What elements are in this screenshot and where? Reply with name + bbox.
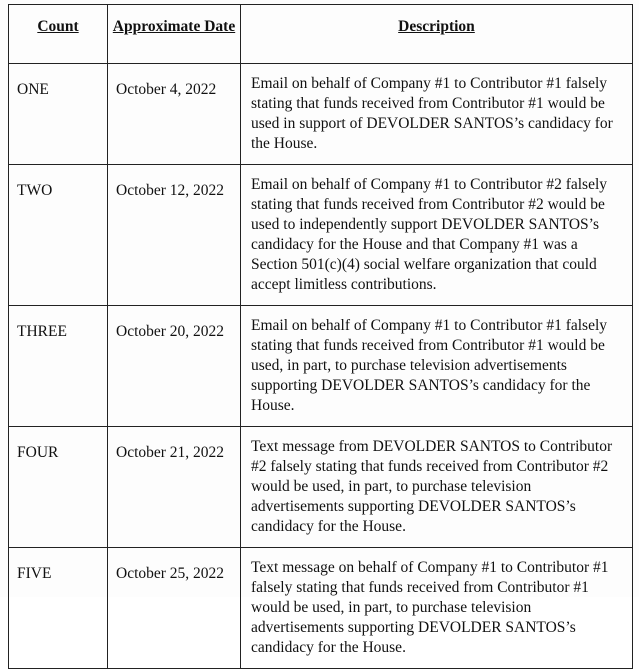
count-cell: TWO (9, 165, 108, 306)
count-cell: THREE (9, 306, 108, 427)
date-cell: October 25, 2022 (108, 548, 241, 669)
table-row (9, 165, 633, 306)
description-cell: Email on behalf of Company #1 to Contributor #2 falsely stating that funds received from Contributor #2 would be used to independently support DEVOLDER SANTOS’s candidacy for the House and that Company #1 was a Section 501(c)(4) social welfare organization that could accept limitless contributions. (241, 165, 633, 306)
count-cell: ONE (9, 64, 108, 165)
description-cell: Email on behalf of Company #1 to Contributor #1 falsely stating that funds received from Contributor #1 would be used, in part, to purchase television advertisements supporting DEVOLDER SANTOS’s candidacy for the House. (241, 306, 633, 427)
counts-table (8, 4, 633, 669)
table-row (9, 548, 633, 669)
header-approximate-date: Approximate Date (108, 5, 241, 64)
count-cell: FOUR (9, 427, 108, 548)
date-cell: October 12, 2022 (108, 165, 241, 306)
date-cell: October 20, 2022 (108, 306, 241, 427)
date-cell: October 4, 2022 (108, 64, 241, 165)
table-row (9, 64, 633, 165)
description-cell: Text message on behalf of Company #1 to Contributor #1 falsely stating that funds received from Contributor #1 would be used, in part, to purchase television advertisements supporting DEVOLDER SANTOS’s candidacy for the House. (241, 548, 633, 669)
table-row (9, 306, 633, 427)
table-row (9, 427, 633, 548)
description-cell: Text message from DEVOLDER SANTOS to Contributor #2 falsely stating that funds received from Contributor #2 would be used, in part, to purchase television advertisements supporting DEVOLDER SANTOS’s candidacy for the House. (241, 427, 633, 548)
count-cell: FIVE (9, 548, 108, 669)
date-cell: October 21, 2022 (108, 427, 241, 548)
description-cell: Email on behalf of Company #1 to Contributor #1 falsely stating that funds received from Contributor #1 would be used in support of DEVOLDER SANTOS’s candidacy for the House. (241, 64, 633, 165)
header-description: Description (241, 5, 633, 64)
table-header-row (9, 5, 633, 64)
header-count: Count (9, 5, 108, 64)
